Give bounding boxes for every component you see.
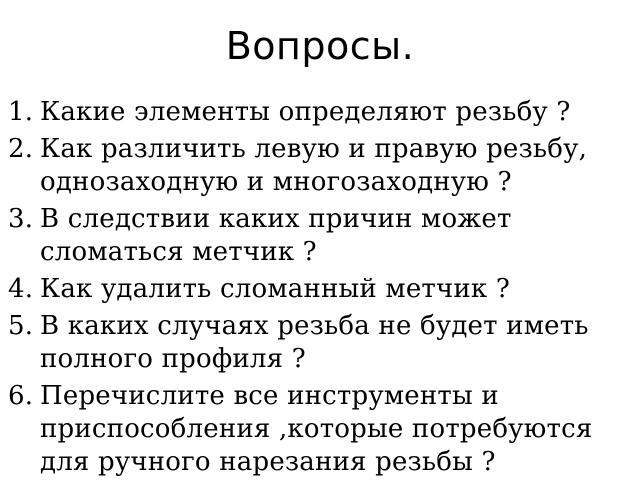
question-line: Как различить левую и правую резьбу, xyxy=(40,134,588,164)
question-line: В каких случаях резьба не будет иметь xyxy=(40,311,589,341)
question-number: 4. xyxy=(8,274,34,304)
question-line: сломаться метчик ? xyxy=(40,237,317,267)
question-item-1 xyxy=(0,96,640,129)
question-item-3 xyxy=(0,203,640,269)
question-line: Как удалить сломанный метчик ? xyxy=(40,274,510,304)
question-item-2 xyxy=(0,133,640,199)
question-number: 1. xyxy=(8,97,34,127)
question-line: однозаходную и многозаходную ? xyxy=(40,167,512,197)
question-item-5 xyxy=(0,310,640,376)
question-text xyxy=(40,380,640,479)
question-number: 6. xyxy=(8,381,34,411)
question-number: 2. xyxy=(8,134,34,164)
question-line: полного профиля ? xyxy=(40,344,306,374)
question-line: Перечислите все инструменты и xyxy=(40,381,499,411)
question-line: Какие элементы определяют резьбу ? xyxy=(40,97,571,127)
question-number: 3. xyxy=(8,204,34,234)
question-line: приспособления ,которые потребуются xyxy=(40,414,593,444)
question-text xyxy=(40,133,640,199)
question-number: 5. xyxy=(8,311,34,341)
question-text xyxy=(40,96,640,129)
question-line: В следствии каких причин может xyxy=(40,204,512,234)
slide xyxy=(0,24,640,504)
question-text xyxy=(40,310,640,376)
question-list xyxy=(0,96,640,479)
question-line: для ручного нарезания резьбы ? xyxy=(40,447,496,477)
question-item-6 xyxy=(0,380,640,479)
slide-title: Вопросы. xyxy=(225,24,415,68)
question-text xyxy=(40,203,640,269)
question-item-4 xyxy=(0,273,640,306)
question-text xyxy=(40,273,640,306)
